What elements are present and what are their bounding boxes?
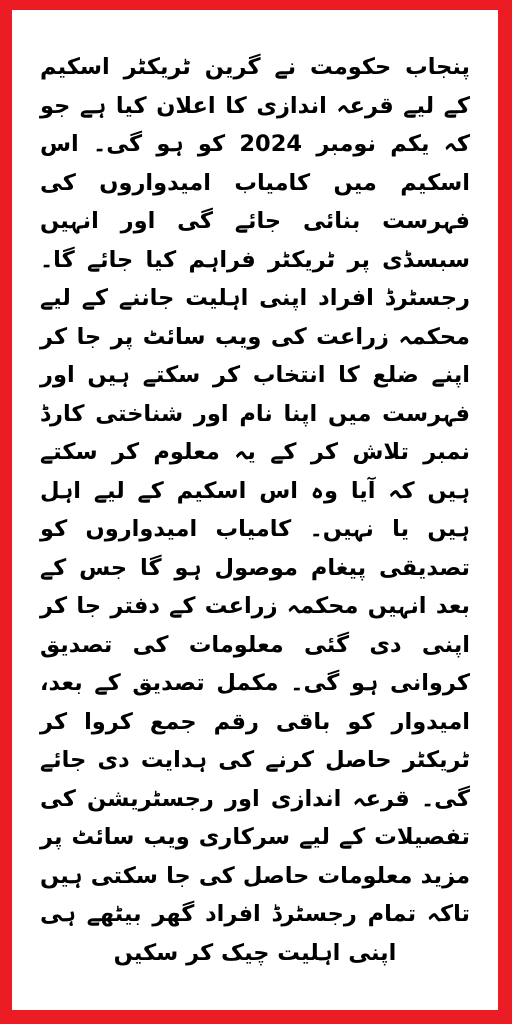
article-body-text: پنجاب حکومت نے گرین ٹریکٹر اسکیم کے لیے قرعہ اندازی کا اعلان کیا ہے جو کہ یکم نومبر 2024 کو ہو گی۔ اس اسکیم میں کامیاب امیدواروں کی فہرست بنائی جائے گی اور انہیں سبسڈی پر ٹریکٹر فراہم کیا جائے گا۔ رجسٹرڈ افراد اپنی اہلیت جاننے کے لیے محکمہ زراعت کی ویب سائٹ پر جا کر اپنے ضلع کا انتخاب کر سکتے ہیں اور فہرست میں اپنا نام اور شناختی کارڈ نمبر تلاش کر کے یہ معلوم کر سکتے ہیں کہ آیا وہ اس اسکیم کے لیے اہل ہیں یا نہیں۔ کامیاب امیدواروں کو تصدیقی پیغام موصول ہو گا جس کے بعد انہیں محکمہ زراعت کے دفتر جا کر اپنی دی گئی معلومات کی تصدیق کروانی ہو گی۔ مکمل تصدیق کے بعد، امیدوار کو باقی رقم جمع کروا کر ٹریکٹر حاصل کرنے کی ہدایت دی جائے گی۔ قرعہ اندازی اور رجسٹریشن کی تفصیلات کے لیے سرکاری ویب سائٹ پر مزید معلومات حاصل کی جا سکتی ہیں تاکہ تمام رجسٹرڈ افراد گھر بیٹھے ہی اپنی اہلیت چیک کر سکیں xyxy=(40,54,470,966)
